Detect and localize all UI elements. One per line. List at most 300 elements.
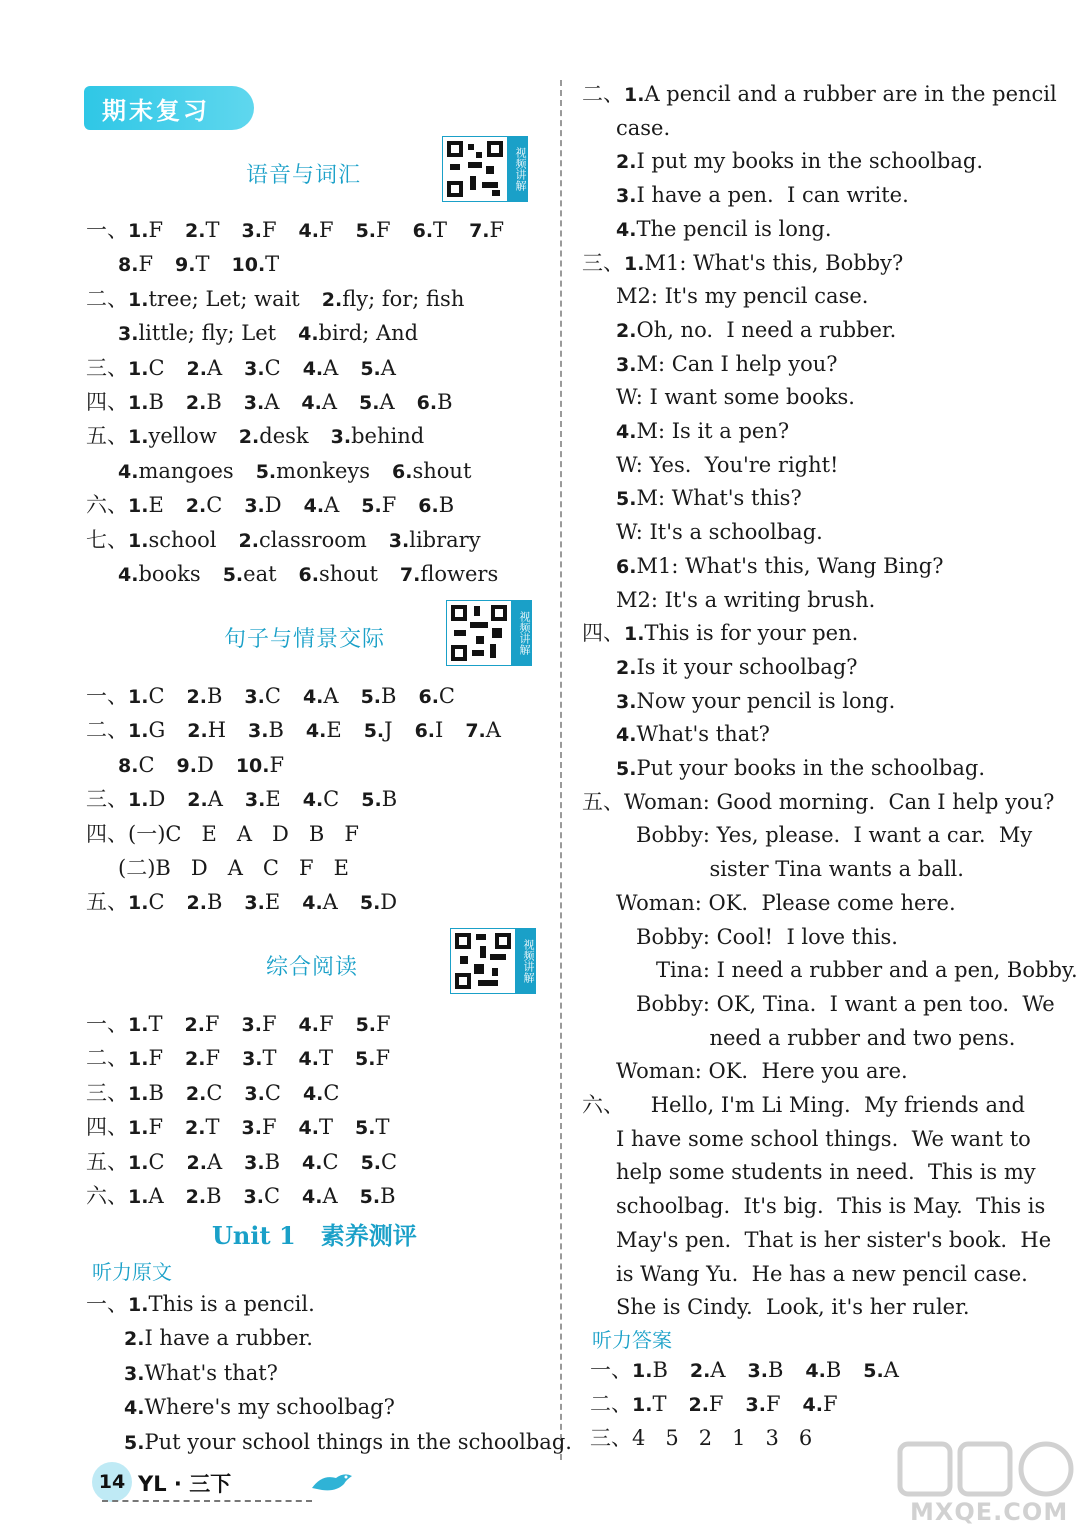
answer-value: F	[148, 1115, 164, 1140]
answer-line	[124, 1393, 395, 1423]
item-number: 5.	[360, 357, 381, 380]
item-number: 5.	[363, 720, 385, 743]
qr-code-icon	[446, 600, 512, 666]
answer-value: A	[323, 684, 339, 708]
item-number: 1.	[128, 529, 149, 552]
answer-value: M: Can I help you?	[636, 351, 838, 376]
answer-value: May's pen. That is her sister's book. He	[616, 1227, 1052, 1252]
answer-value: A	[322, 890, 338, 915]
answer-value: A	[485, 718, 501, 743]
answer-line	[582, 788, 1054, 818]
qr-label: 视频讲解	[512, 600, 532, 666]
answer-line	[86, 1290, 315, 1320]
answer-value: C	[323, 1080, 340, 1105]
answer-value: C	[381, 1149, 398, 1174]
answer-value: B	[264, 1149, 281, 1174]
answer-value: B	[438, 493, 455, 518]
answer-value: T	[318, 1115, 333, 1140]
answer-line	[616, 687, 895, 717]
answer-value: F	[318, 218, 334, 242]
bird-icon	[310, 1470, 354, 1494]
item-number: 3.	[745, 1394, 766, 1416]
answer-value: A	[206, 355, 223, 380]
qr-code-reading[interactable]	[450, 928, 538, 994]
item-number: 3.	[241, 220, 262, 242]
answer-line	[616, 1158, 1036, 1188]
answer-value: A	[148, 1184, 164, 1208]
section-banner: 期末复习	[84, 86, 254, 130]
item-number: 5.	[863, 1360, 884, 1382]
question-number: 一、	[86, 684, 128, 708]
answer-line	[86, 285, 464, 315]
answer-value: F	[708, 1392, 724, 1416]
answer-value: F	[822, 1392, 838, 1416]
answer-line	[616, 889, 956, 919]
answer-value: books	[138, 562, 201, 586]
watermark-text: MXQE.COM	[910, 1498, 1069, 1526]
answer-line	[616, 653, 858, 683]
qr-label: 视频讲解	[516, 928, 536, 994]
item-number: 4.	[298, 1048, 319, 1071]
answer-value: M2: It's my pencil case.	[616, 284, 869, 309]
item-number: 5.	[361, 789, 382, 812]
item-number: 5.	[222, 564, 244, 586]
item-number: 4.	[302, 1186, 323, 1208]
answer-value: G	[148, 718, 166, 743]
item-number: 4.	[118, 460, 139, 483]
answer-line	[86, 1113, 389, 1143]
answer-value: eat	[243, 562, 277, 586]
listening-script-label: 听力原文	[92, 1260, 172, 1284]
answer-line	[616, 754, 985, 784]
answer-value: T	[205, 218, 220, 242]
answer-line	[86, 1044, 390, 1074]
answer-value: A	[380, 355, 396, 380]
answer-value: This is for your pen.	[644, 621, 859, 646]
qr-code-icon	[450, 928, 516, 994]
item-number: 4.	[302, 686, 324, 708]
answer-line	[86, 1079, 339, 1109]
answer-value: I	[435, 718, 444, 743]
item-number: 1.	[128, 288, 149, 311]
answer-line	[118, 751, 284, 781]
answer-value: A	[322, 1184, 338, 1208]
item-number: 6.	[412, 220, 434, 242]
item-number: 2.	[185, 1117, 206, 1140]
answer-line	[86, 491, 454, 521]
answer-value: B	[206, 890, 223, 915]
answer-value: F	[261, 1115, 277, 1140]
item-number: 9.	[175, 254, 196, 277]
answer-value: F	[376, 218, 391, 242]
answer-value: T	[433, 218, 448, 242]
answer-value: C	[148, 890, 165, 915]
item-number: 5.	[355, 220, 377, 242]
question-number: 三、	[582, 250, 624, 275]
item-number: 1.	[624, 252, 645, 275]
answer-value: A	[264, 390, 280, 414]
answer-value: T	[265, 252, 280, 277]
answer-value: C	[138, 752, 155, 777]
item-number: 1.	[632, 1360, 653, 1382]
question-number: 一、	[86, 218, 128, 242]
answer-value: T	[318, 1046, 333, 1071]
answer-value: B	[825, 1358, 842, 1382]
answer-value: D	[380, 890, 398, 915]
answer-value: W: It's a schoolbag.	[616, 520, 823, 545]
item-number: 2.	[616, 151, 637, 174]
section-title-vocab: 语音与词汇	[246, 163, 362, 188]
answer-value: I have a pen. I can write.	[636, 183, 909, 208]
item-number: 1.	[624, 84, 645, 106]
answer-value: is Wang Yu. He has a new pencil case.	[616, 1261, 1028, 1286]
item-number: 1.	[128, 1294, 149, 1316]
answer-line	[124, 1324, 313, 1354]
item-number: 4.	[616, 724, 637, 747]
item-number: 2.	[186, 892, 207, 915]
item-number: 9.	[176, 754, 197, 777]
item-number: 1.	[128, 686, 149, 708]
answer-line	[118, 457, 471, 487]
answer-value: B	[268, 718, 284, 743]
question-number: 六、	[582, 1093, 624, 1117]
question-number: 四、	[86, 821, 128, 846]
answer-value: library	[409, 527, 481, 552]
question-number: 六、	[86, 493, 128, 518]
answer-value: C	[264, 684, 281, 708]
answer-value: B	[206, 684, 223, 708]
answer-value: Tina: I need a rubber and a pen, Bobby.	[616, 958, 1078, 983]
item-number: 6.	[392, 460, 413, 483]
answer-value: C	[264, 1080, 281, 1105]
answer-value: A	[710, 1358, 726, 1382]
answer-value: case.	[616, 115, 671, 140]
item-number: 7.	[465, 720, 486, 743]
answer-line	[582, 619, 858, 649]
item-number: 3.	[243, 392, 265, 414]
answer-value: M2: It's a writing brush.	[616, 587, 876, 612]
item-number: 4.	[616, 421, 637, 443]
item-number: 3.	[616, 353, 637, 376]
item-number: 5.	[616, 488, 637, 511]
answer-line	[616, 1024, 1015, 1054]
watermark	[880, 1440, 1080, 1536]
question-number: 二、	[86, 718, 128, 743]
item-number: 6.	[416, 392, 438, 414]
answer-value: F	[376, 1012, 391, 1036]
answer-value: F	[148, 218, 164, 242]
listening-answer-label: 听力答案	[592, 1328, 672, 1352]
answer-value: T	[205, 1115, 220, 1140]
answer-line	[118, 854, 349, 884]
answer-value: B	[148, 390, 164, 414]
question-number: 二、	[86, 286, 128, 311]
answer-line	[616, 1125, 1031, 1155]
item-number: 4.	[298, 220, 319, 242]
item-number: 2.	[187, 789, 208, 812]
answer-value: B	[767, 1358, 784, 1382]
item-number: 2.	[186, 1151, 207, 1174]
item-number: 4.	[118, 564, 139, 586]
answer-value: Bobby: OK, Tina. I want a pen too. We	[616, 991, 1055, 1016]
item-number: 4.	[802, 1394, 823, 1416]
qr-code-icon	[442, 136, 508, 202]
question-number: 四、	[582, 621, 624, 646]
item-number: 2.	[186, 357, 207, 380]
answer-value: A	[323, 355, 339, 380]
answer-value: A	[321, 390, 338, 414]
item-number: 4.	[298, 1117, 319, 1140]
answer-value: H	[207, 718, 227, 743]
answer-value: Hello, I'm Li Ming. My friends and	[624, 1093, 1025, 1117]
answer-value: school	[148, 527, 217, 552]
page-footer	[92, 1462, 282, 1502]
answer-value: bird; And	[318, 321, 419, 346]
item-number: 2.	[185, 1082, 207, 1105]
footer-rule	[102, 1500, 312, 1502]
answer-value: Woman: OK. Please come here.	[616, 890, 956, 915]
item-number: 4.	[303, 495, 325, 518]
answer-value: F	[269, 752, 285, 777]
answer-line	[616, 586, 875, 616]
item-number: 2.	[321, 288, 343, 311]
item-number: 2.	[185, 1186, 207, 1208]
item-number: 8.	[118, 254, 139, 277]
answer-value: A	[324, 493, 340, 518]
item-number: 3.	[244, 789, 266, 812]
answer-value: D	[196, 752, 214, 777]
item-number: 1.	[128, 220, 149, 242]
answer-line	[590, 1424, 812, 1454]
answer-line	[616, 821, 1032, 851]
answer-line	[86, 785, 397, 815]
answer-line	[86, 422, 424, 452]
answer-line	[86, 1148, 397, 1178]
answer-value: flowers	[420, 562, 499, 586]
item-number: 1.	[632, 1394, 653, 1416]
item-number: 3.	[616, 690, 637, 713]
item-number: 2.	[238, 529, 259, 552]
item-number: 3.	[241, 1117, 262, 1140]
answer-line	[86, 820, 359, 850]
item-number: 2.	[616, 319, 637, 342]
item-number: 4.	[302, 789, 324, 812]
answer-value: Bobby: Yes, please. I want a car. My	[616, 823, 1033, 848]
answer-line	[118, 319, 418, 349]
answer-value: F	[148, 1046, 164, 1071]
answer-line	[86, 354, 396, 384]
item-number: 3.	[244, 1151, 265, 1174]
item-number: 2.	[185, 392, 207, 414]
item-number: 10.	[231, 254, 266, 277]
answer-line	[616, 181, 909, 211]
question-number: 五、	[86, 1149, 128, 1174]
answer-line	[616, 350, 838, 380]
answer-value: B	[437, 390, 453, 414]
answer-value: M: What's this?	[636, 486, 802, 511]
answer-value: C	[323, 787, 340, 812]
item-number: 3.	[244, 495, 265, 518]
answer-line	[582, 1091, 1025, 1121]
answer-line	[616, 316, 896, 346]
answer-value: Where's my schoolbag?	[144, 1395, 395, 1420]
answer-line	[616, 451, 839, 481]
item-number: 5.	[355, 1048, 376, 1071]
item-number: 2.	[184, 1014, 205, 1036]
answer-value: little; fly; Let	[138, 321, 277, 346]
answer-value: F	[204, 1012, 220, 1036]
answer-value: F	[375, 1046, 391, 1071]
item-number: 3.	[118, 323, 139, 346]
answer-value: E	[326, 718, 342, 743]
item-number: 5.	[355, 1014, 377, 1036]
answer-value: C	[322, 1149, 339, 1174]
answer-value: classroom	[258, 527, 367, 552]
item-number: 1.	[128, 1151, 149, 1174]
section-title-sentences: 句子与情景交际	[224, 627, 386, 652]
item-number: 4.	[124, 1397, 145, 1420]
item-number: 1.	[128, 357, 149, 380]
answer-value: (二)B D A C F E	[118, 856, 349, 880]
answer-line	[616, 282, 868, 312]
answer-value: I put my books in the schoolbag.	[636, 149, 983, 174]
answer-line	[616, 1192, 1045, 1222]
item-number: 5.	[124, 1431, 145, 1454]
question-number: 三、	[590, 1426, 632, 1450]
item-number: 5.	[360, 1151, 382, 1174]
question-number: 三、	[86, 1080, 128, 1105]
item-number: 6.	[418, 495, 439, 518]
answer-value: M1: What's this, Bobby?	[644, 250, 904, 275]
item-number: 6.	[414, 720, 436, 743]
question-number: 二、	[582, 82, 624, 106]
answer-value: (一)C E A D B F	[128, 821, 359, 846]
item-number: 3.	[244, 892, 265, 915]
answer-value: mangoes	[138, 458, 234, 483]
answer-value: behind	[351, 424, 425, 449]
answer-value: C	[148, 684, 165, 708]
question-number: 七、	[86, 527, 128, 552]
answer-value: F	[261, 218, 277, 242]
item-number: 4.	[298, 1014, 319, 1036]
item-number: 8.	[118, 754, 139, 777]
answer-line	[86, 526, 481, 556]
answer-line	[616, 383, 855, 413]
item-number: 5.	[361, 495, 382, 518]
answer-line	[86, 216, 504, 246]
item-number: 6.	[418, 686, 439, 708]
item-number: 2.	[187, 720, 208, 743]
answer-line	[86, 388, 453, 418]
item-number: 3.	[388, 529, 410, 552]
answer-value: F	[489, 218, 505, 242]
answer-line	[616, 990, 1055, 1020]
answer-value: F	[381, 493, 397, 518]
answer-line	[616, 1260, 1028, 1290]
qr-label: 视频讲解	[508, 136, 528, 202]
item-number: 1.	[128, 1186, 149, 1208]
item-number: 2.	[185, 495, 207, 518]
item-number: 4.	[302, 1151, 323, 1174]
answer-value: Is it your schoolbag?	[636, 654, 858, 679]
answer-value: Woman: OK. Here you are.	[616, 1059, 908, 1084]
answer-value: C	[206, 493, 223, 518]
question-number: 二、	[590, 1392, 632, 1416]
item-number: 1.	[128, 1014, 149, 1036]
item-number: 2.	[185, 220, 206, 242]
answer-value: The pencil is long.	[636, 216, 832, 241]
qr-code-sentences[interactable]	[446, 600, 534, 666]
answer-value: C	[148, 355, 165, 380]
item-number: 4.	[302, 892, 323, 915]
answer-value: A pencil and a rubber are in the pencil	[644, 82, 1057, 106]
item-number: 2.	[238, 426, 260, 449]
answer-value: yellow	[148, 424, 217, 449]
answer-value: B	[206, 390, 222, 414]
answer-line	[124, 1359, 278, 1389]
answer-value: E	[148, 493, 164, 518]
answer-value: B	[148, 1080, 164, 1105]
item-number: 5.	[360, 686, 382, 708]
answer-line	[86, 1182, 396, 1212]
answer-value: E	[265, 787, 281, 812]
item-number: 5.	[359, 1186, 381, 1208]
question-number: 一、	[590, 1358, 632, 1382]
answer-value: Put your school things in the schoolbag.	[144, 1429, 572, 1454]
item-number: 1.	[128, 720, 149, 743]
item-number: 4.	[302, 357, 324, 380]
answer-value: J	[384, 718, 393, 743]
question-number: 三、	[86, 787, 128, 812]
answer-line	[590, 1390, 838, 1420]
answer-value: shout	[318, 562, 378, 586]
answer-line	[582, 80, 1057, 110]
answer-value: desk	[259, 424, 309, 449]
answer-value: E	[264, 890, 281, 915]
question-number: 四、	[86, 390, 128, 414]
item-number: 7.	[469, 220, 490, 242]
item-number: 1.	[128, 1117, 149, 1140]
section-title-reading: 综合阅读	[266, 955, 359, 980]
item-number: 5.	[359, 392, 380, 414]
qr-code-vocab[interactable]	[442, 136, 530, 202]
answer-value: C	[148, 1149, 165, 1174]
column-divider	[560, 80, 562, 1460]
answer-line	[616, 552, 943, 582]
item-number: 3.	[248, 720, 269, 743]
item-number: 3.	[616, 185, 637, 208]
item-number: 1.	[128, 495, 149, 518]
answer-value: This is a pencil.	[148, 1292, 315, 1316]
answer-value: A	[207, 787, 223, 812]
answer-value: T	[262, 1046, 277, 1071]
answer-value: Bobby: Cool! I love this.	[616, 924, 898, 949]
item-number: 2.	[616, 656, 637, 679]
answer-value: B	[380, 1184, 396, 1208]
question-number: 五、	[86, 890, 128, 915]
answer-value: T	[652, 1392, 667, 1416]
answer-value: C	[206, 1080, 223, 1105]
answer-line	[616, 1293, 970, 1323]
item-number: 4.	[805, 1360, 826, 1382]
watermark-logo-icon	[880, 1440, 1080, 1500]
question-number: 二、	[86, 1046, 128, 1071]
answer-value: W: Yes. You're right!	[616, 452, 839, 477]
answer-value: F	[138, 252, 154, 277]
book-code: YL · 三下	[138, 1472, 232, 1496]
item-number: 10.	[235, 754, 270, 777]
answer-value: F	[205, 1046, 221, 1071]
